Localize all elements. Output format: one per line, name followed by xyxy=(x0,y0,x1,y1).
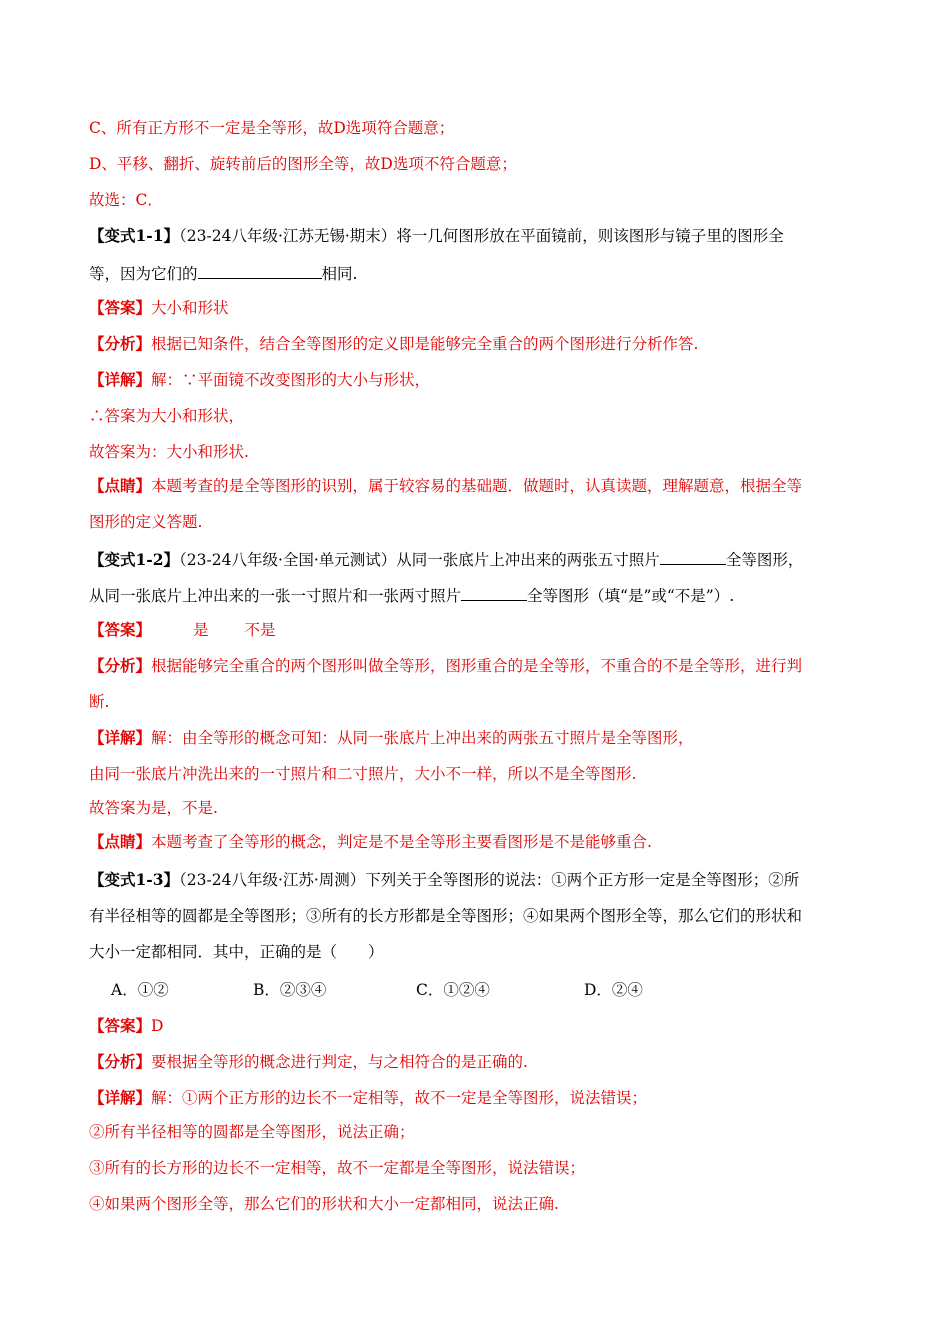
v12-analysis-line-1 xyxy=(89,656,802,676)
v12-detail-line-2: 由同一张底片冲洗出来的一寸照片和二寸照片，大小不一样，所以不是全等图形. xyxy=(89,765,637,783)
v13-option-c[interactable]: C．①②④ xyxy=(416,981,490,999)
v13-option-b[interactable]: B．②③④ xyxy=(253,981,327,999)
v12-detail-line-3: 故答案为是，不是. xyxy=(89,799,218,817)
analysis-tag: 【分析】 xyxy=(89,1052,152,1071)
v11-detail-line-3: 故答案为：大小和形状. xyxy=(89,443,249,461)
v13-analysis-line xyxy=(89,1052,528,1072)
v13-question-line-1 xyxy=(89,870,799,890)
v12-answer-1: 是 xyxy=(193,621,209,639)
v13-option-a[interactable]: A．①② xyxy=(111,981,169,999)
v11-comment-a: 本题考查的是全等图形的识别，属于较容易的基础题．做题时，认真读题，理解题意，根据全等 xyxy=(151,477,803,495)
v11-answer-line xyxy=(89,298,229,318)
v12-question-text-a1: （23-24八年级·全国·单元测试）从同一张底片上冲出来的两张五寸照片 xyxy=(179,551,660,569)
v11-label: 【变式1-1】 xyxy=(89,226,180,245)
v12-question-text-a2: 全等图形， xyxy=(725,551,804,569)
v12-detail-line-1 xyxy=(89,728,694,748)
v12-analysis-a: 根据能够完全重合的两个图形叫做全等形，图形重合的是全等形，不重合的不是全等形，进行判 xyxy=(151,657,803,675)
v13-question-line-2: 有半径相等的圆都是全等图形；③所有的长方形都是全等图形；④如果两个图形全等，那么它们的形状和 xyxy=(89,907,803,925)
comment-tag: 【点睛】 xyxy=(89,832,152,851)
v13-options-row xyxy=(89,980,889,1000)
v11-question-text-b2: 相同. xyxy=(321,265,358,283)
prev-solution-conclusion: 故选：C． xyxy=(89,191,163,209)
v12-question-line-2 xyxy=(89,584,734,606)
v13-answer: D xyxy=(151,1017,164,1035)
v13-analysis: 要根据全等形的概念进行判定，与之相符合的是正确的. xyxy=(151,1053,528,1071)
answer-tag: 【答案】 xyxy=(89,1016,152,1035)
prev-solution-line-d: D、平移、翻折、旋转前后的图形全等，故D选项不符合题意； xyxy=(89,155,517,173)
v13-detail-1: 解：①两个正方形的边长不一定相等，故不一定是全等图形，说法错误； xyxy=(151,1089,648,1107)
v13-answer-line xyxy=(89,1016,163,1036)
v12-analysis-line-2: 断. xyxy=(89,693,110,711)
v12-detail-1: 解：由全等形的概念可知：从同一张底片上冲出来的两张五寸照片是全等图形， xyxy=(151,729,694,747)
answer-tag: 【答案】 xyxy=(89,298,152,317)
v13-option-d[interactable]: D．②④ xyxy=(584,981,643,999)
prev-solution-line-c: C、所有正方形不一定是全等形，故D选项符合题意； xyxy=(89,119,455,137)
comment-tag: 【点睛】 xyxy=(89,476,152,495)
v13-detail-line-4: ④如果两个图形全等，那么它们的形状和大小一定都相同，说法正确. xyxy=(89,1195,559,1213)
v11-question-line-2 xyxy=(89,262,357,284)
v12-answer-2: 不是 xyxy=(244,621,276,639)
analysis-tag: 【分析】 xyxy=(89,334,152,353)
answer-tag: 【答案】 xyxy=(89,620,152,639)
v12-answer-blank-2 xyxy=(461,584,527,601)
v13-detail-line-1 xyxy=(89,1088,647,1108)
v11-comment-line-1 xyxy=(89,476,802,496)
v12-answer-line xyxy=(89,620,276,640)
detail-tag: 【详解】 xyxy=(89,370,152,389)
v11-answer-blank xyxy=(198,262,322,279)
v12-comment: 本题考查了全等形的概念，判定是不是全等形主要看图形是不是能够重合. xyxy=(151,833,652,851)
v11-question-line-1 xyxy=(89,226,784,246)
v12-comment-line xyxy=(89,832,652,852)
detail-tag: 【详解】 xyxy=(89,728,152,747)
v11-detail-line-1 xyxy=(89,370,430,390)
v11-comment-line-2: 图形的定义答题. xyxy=(89,513,203,531)
v13-detail-line-2: ②所有半径相等的圆都是全等图形，说法正确； xyxy=(89,1123,415,1141)
v11-answer: 大小和形状 xyxy=(151,299,229,317)
v11-analysis-line xyxy=(89,334,698,354)
analysis-tag: 【分析】 xyxy=(89,656,152,675)
v13-detail-line-3: ③所有的长方形的边长不一定相等，故不一定都是全等图形，说法错误； xyxy=(89,1159,586,1177)
detail-tag: 【详解】 xyxy=(89,1088,152,1107)
v13-question-text-a: （23-24八年级·江苏·周测）下列关于全等图形的说法：①两个正方形一定是全等图形；②所 xyxy=(179,871,800,889)
v11-detail-1: 解：∵平面镜不改变图形的大小与形状， xyxy=(151,371,431,389)
v12-question-text-b1: 从同一张底片上冲出来的一张一寸照片和一张两寸照片 xyxy=(89,587,462,605)
v11-analysis: 根据已知条件，结合全等图形的定义即是能够完全重合的两个图形进行分析作答. xyxy=(151,335,699,353)
v12-question-text-b2: 全等图形（填“是”或“不是”）. xyxy=(527,587,735,605)
v12-question-line-1 xyxy=(89,548,803,570)
v12-answer-blank-1 xyxy=(660,548,726,565)
v13-question-line-3: 大小一定都相同．其中，正确的是（ ） xyxy=(89,943,384,961)
v11-question-text-b1: 等，因为它们的 xyxy=(89,265,198,283)
v11-question-text-a: （23-24八年级·江苏无锡·期末）将一几何图形放在平面镜前，则该图形与镜子里的图形全 xyxy=(179,227,784,245)
v12-label: 【变式1-2】 xyxy=(89,550,180,569)
v11-detail-line-2: ∴答案为大小和形状， xyxy=(89,407,245,425)
v13-label: 【变式1-3】 xyxy=(89,870,180,889)
